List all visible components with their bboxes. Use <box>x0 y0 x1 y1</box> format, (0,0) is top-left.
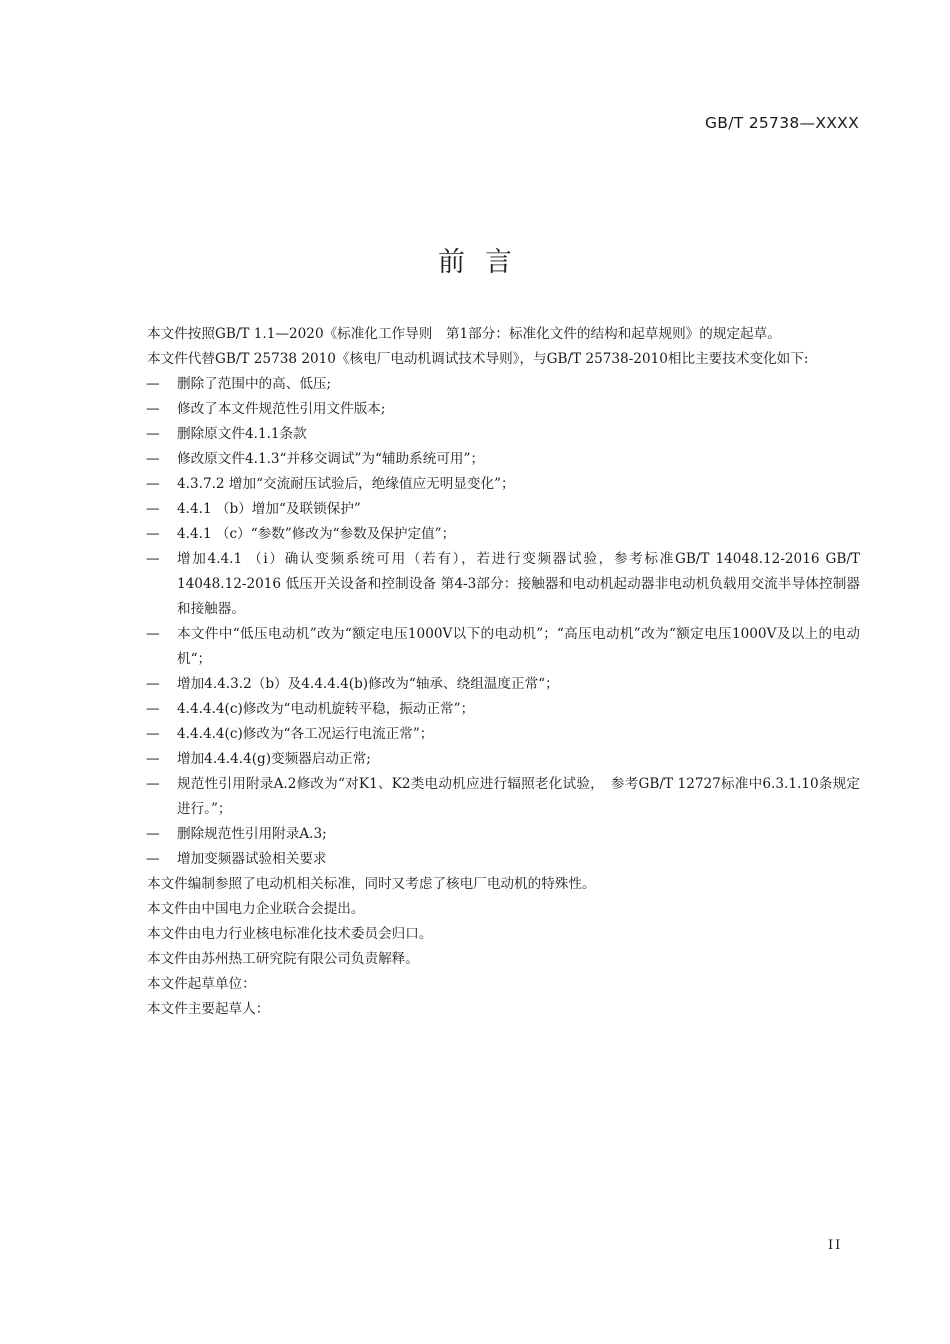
list-item <box>115 472 860 497</box>
dash-bullet: — <box>146 626 160 642</box>
dash-bullet: — <box>146 451 160 467</box>
list-item <box>115 397 860 422</box>
main-drafters: 本文件主要起草人： <box>147 1001 270 1017</box>
list-item-text: 增加变频器试验相关要求 <box>177 851 327 867</box>
dash-bullet: — <box>146 426 160 442</box>
list-item-text: 修改原文件4.1.3“并移交调试”为“辅助系统可用”； <box>177 451 485 467</box>
document-body <box>115 322 860 1022</box>
list-item-text: 修改了本文件规范性引用文件版本; <box>177 401 386 417</box>
list-item <box>115 422 860 447</box>
closing-paragraph: 本文件编制参照了电动机相关标准，同时又考虑了核电厂电动机的特殊性。 <box>147 876 596 892</box>
closing-paragraph: 本文件由苏州热工研究院有限公司负责解释。 <box>147 951 419 967</box>
list-item-text: 4.4.1 （c）“参数”修改为“参数及保护定值”； <box>177 526 456 542</box>
list-item-text: 4.3.7.2 增加“交流耐压试验后，绝缘值应无明显变化”； <box>177 476 515 492</box>
intro-paragraph: 本文件代替GB/T 25738 2010《核电厂电动机调试技术导则》，与GB/T 25738-2010相比主要技术变化如下: <box>147 351 809 367</box>
closing-paragraph: 本文件由电力行业核电标准化技术委员会归口。 <box>147 926 433 942</box>
page-title: 前言 <box>438 247 532 278</box>
list-item <box>115 672 860 697</box>
dash-bullet: — <box>146 376 160 392</box>
dash-bullet: — <box>146 851 160 867</box>
document-code: GB/T 25738—XXXX <box>704 114 859 132</box>
dash-bullet: — <box>146 776 160 792</box>
list-item <box>115 372 860 397</box>
list-item-text: 规范性引用附录A.2修改为“对K1、K2类电动机应进行辐照老化试验， 参考GB/T 12727标准中6.3.1.10条规定进行。”； <box>177 776 860 817</box>
dash-bullet: — <box>146 826 160 842</box>
list-item-text: 删除原文件4.1.1条款 <box>177 426 307 442</box>
list-item-text: 增加4.4.4.4(g)变频器启动正常; <box>177 751 371 767</box>
list-item <box>115 697 860 722</box>
list-item <box>115 747 860 772</box>
list-item-text: 增加4.4.1 （i）确认变频系统可用（若有），若进行变频器试验，参考标准GB/T 14048.12-2016 GB/T 14048.12-2016 低压开关设备和控制设备 第4-3部分：接触器和电动机起动器非电动机负载用交流半导体控制器和接触器。 <box>177 551 860 617</box>
dash-bullet: — <box>146 701 160 717</box>
list-item-text: 删除规范性引用附录A.3; <box>177 826 327 842</box>
dash-bullet: — <box>146 501 160 517</box>
dash-bullet: — <box>146 726 160 742</box>
list-item-text: 增加4.4.3.2（b）及4.4.4.4(b)修改为“轴承、绕组温度正常“； <box>177 676 559 692</box>
list-item-text: 删除了范围中的高、低压; <box>177 376 332 392</box>
list-item <box>115 772 860 822</box>
list-item <box>115 547 860 622</box>
list-item <box>115 497 860 522</box>
list-item-text: 本文件中“低压电动机”改为“额定电压1000V以下的电动机”；“高压电动机”改为“额定电压1000V及以上的电动机“； <box>177 626 860 667</box>
list-item <box>115 447 860 472</box>
dash-bullet: — <box>146 476 160 492</box>
dash-bullet: — <box>146 401 160 417</box>
page-number: II <box>828 1238 843 1253</box>
dash-bullet: — <box>146 751 160 767</box>
list-item <box>115 622 860 672</box>
list-item <box>115 722 860 747</box>
dash-bullet: — <box>146 551 160 567</box>
intro-paragraph: 本文件按照GB/T 1.1—2020《标准化工作导则 第1部分：标准化文件的结构和起草规则》的规定起草。 <box>147 326 781 342</box>
dash-bullet: — <box>146 676 160 692</box>
list-item-text: 4.4.4.4(c)修改为“各工况运行电流正常”； <box>177 726 434 742</box>
list-item <box>115 847 860 872</box>
list-item <box>115 822 860 847</box>
drafting-organization: 本文件起草单位： <box>147 976 256 992</box>
closing-paragraph: 本文件由中国电力企业联合会提出。 <box>147 901 365 917</box>
list-item-text: 4.4.4.4(c)修改为“电动机旋转平稳，振动正常”； <box>177 701 475 717</box>
list-item <box>115 522 860 547</box>
changes-list <box>115 372 860 872</box>
list-item-text: 4.4.1 （b）增加“及联锁保护” <box>177 501 361 517</box>
dash-bullet: — <box>146 526 160 542</box>
